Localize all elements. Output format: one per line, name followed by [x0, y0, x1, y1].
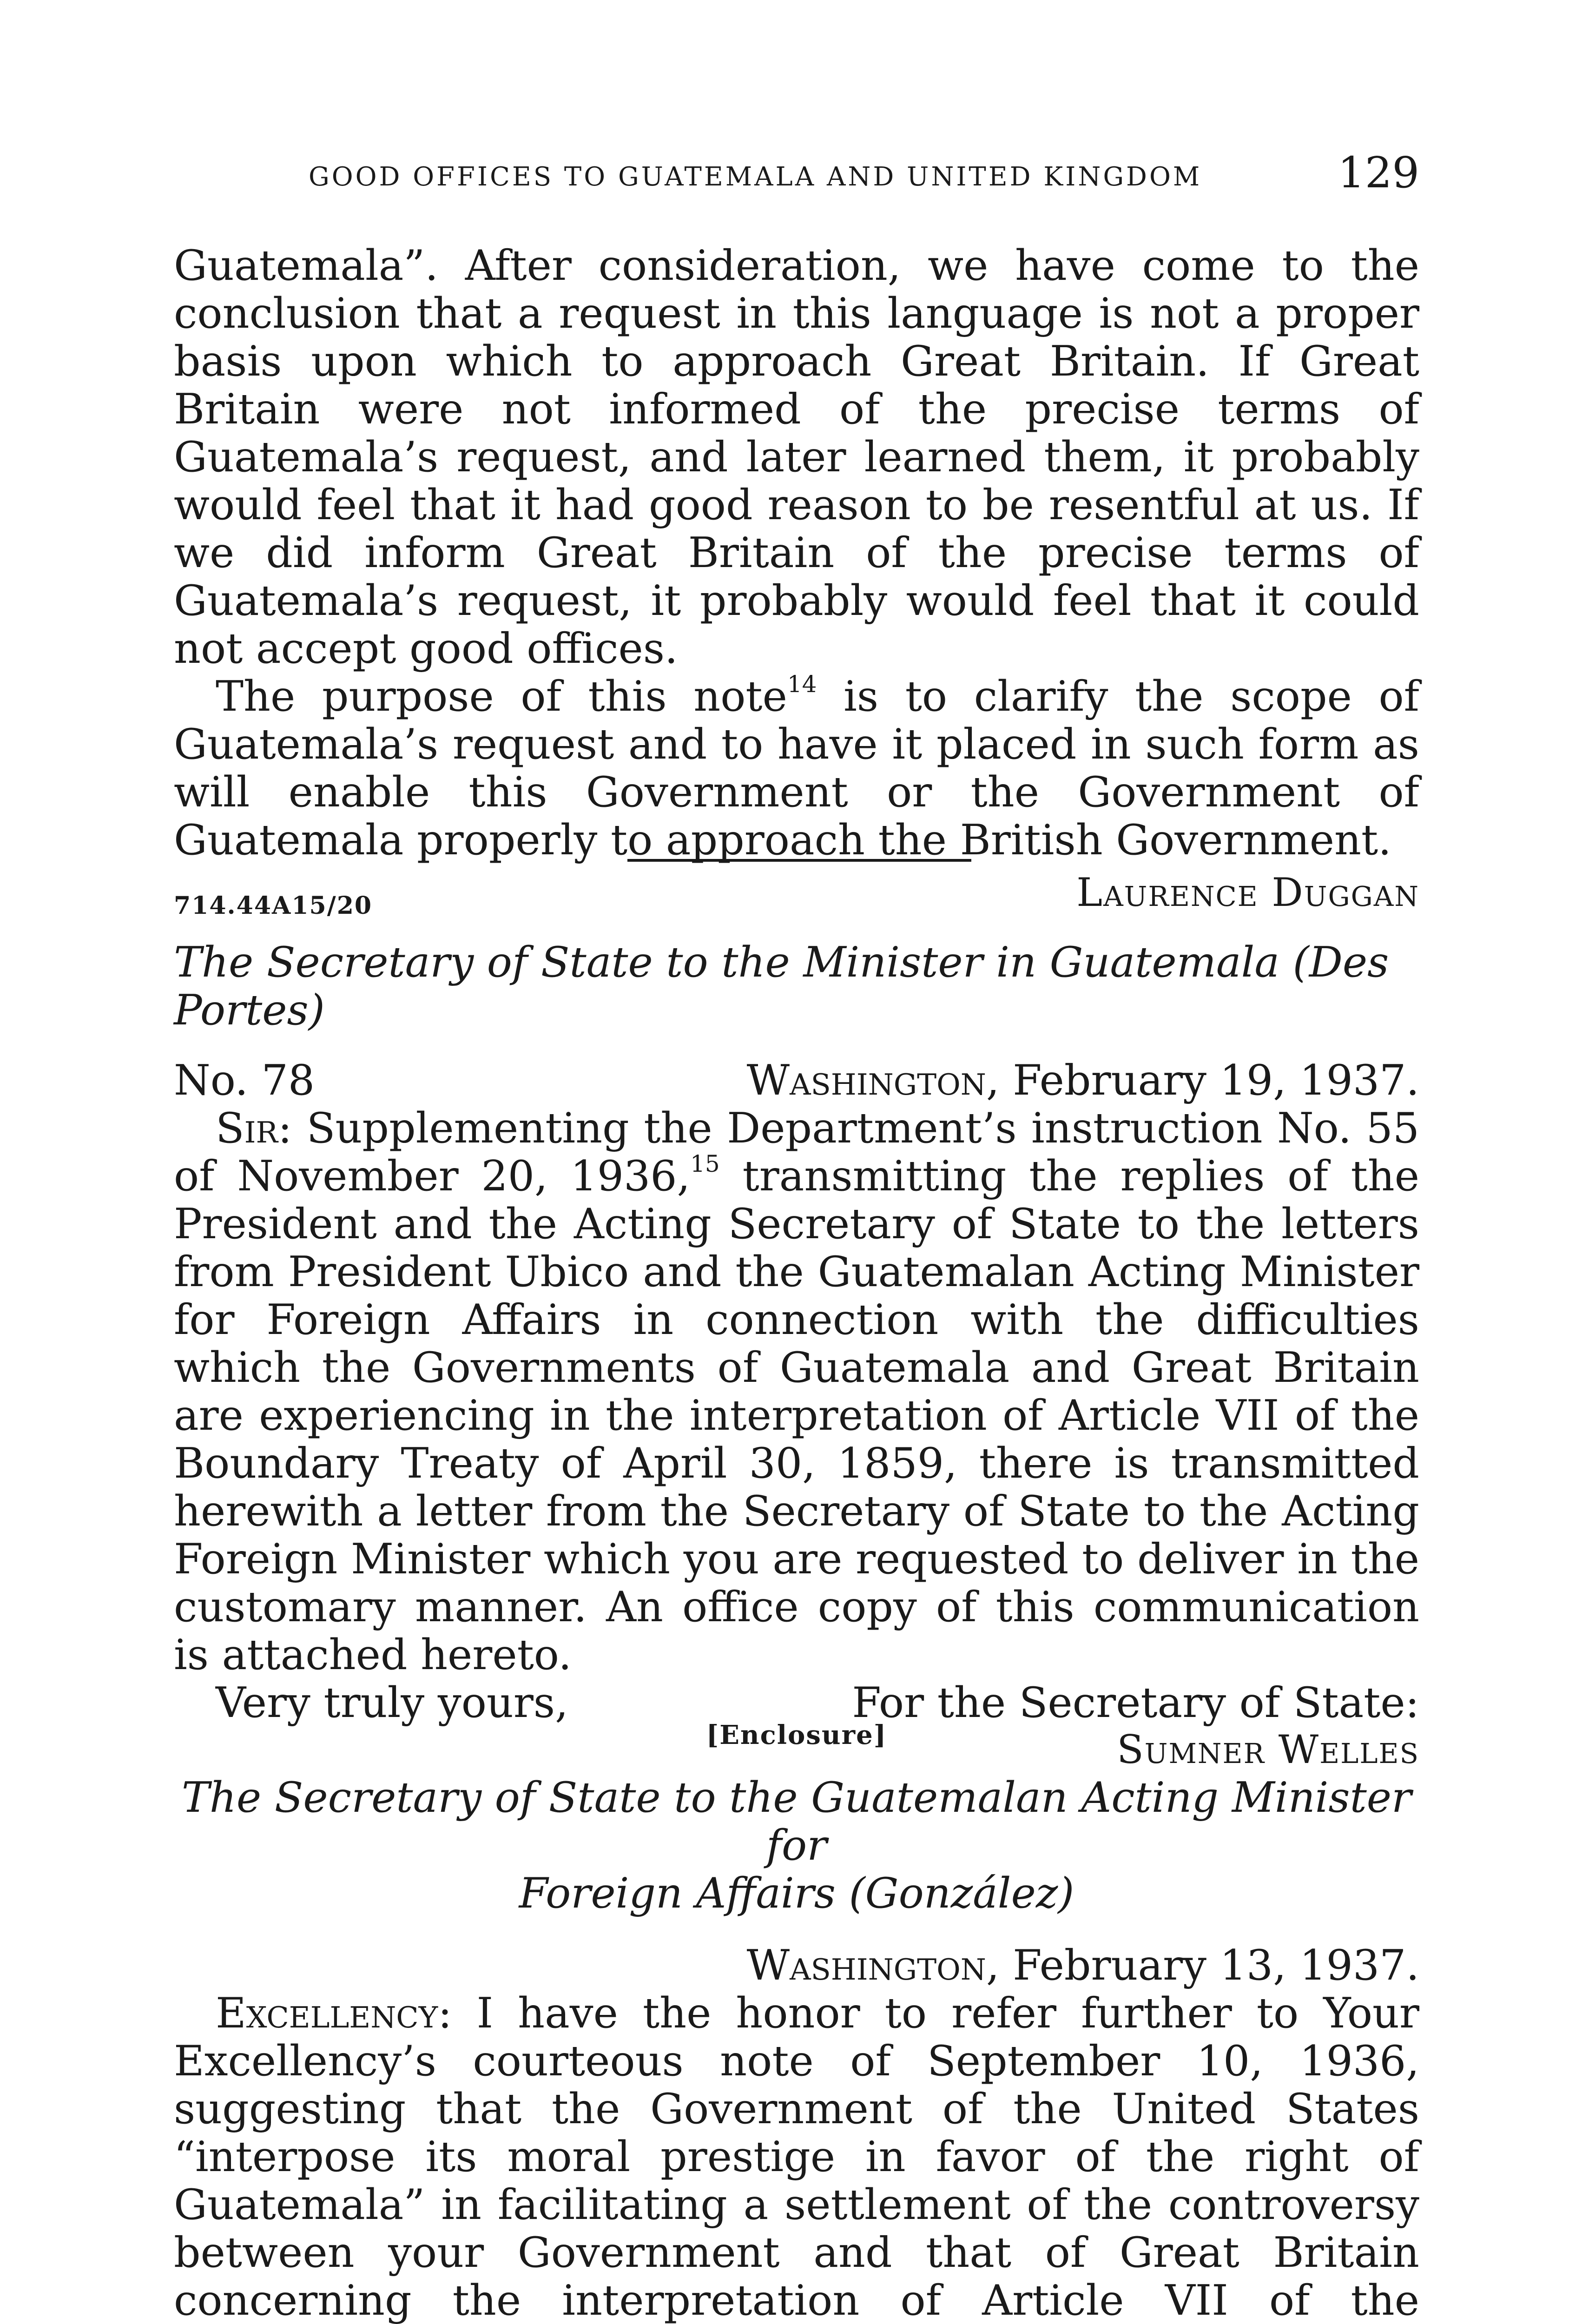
- paragraph-text: : I have the honor to refer further to Your Excellency’s courteous note of September 10, 1936, suggesting that the Government of the United States “interpose its moral prestige in favor of the right of Guatemala” in facilitating a settlement of the controversy between your Government and that of Great Britain concerning the interpretation of Article VII of the: [174, 1989, 1419, 2324]
- salutation: Sir: [216, 1104, 278, 1153]
- file-number: 714.44A15/20: [174, 891, 373, 920]
- page-number: 129: [1338, 148, 1419, 198]
- running-header: [174, 148, 1419, 204]
- footnote-ref: 14: [787, 671, 817, 698]
- memorandum-continuation: [174, 242, 1419, 915]
- enclosure-title: [174, 1774, 1419, 1917]
- dateline-place: Washington: [746, 1056, 986, 1105]
- dateline-date: , February 19, 1937.: [986, 1056, 1419, 1105]
- number-date-line: [174, 1056, 1419, 1104]
- running-title: GOOD OFFICES TO GUATEMALA AND UNITED KINGDOM: [309, 162, 1202, 192]
- paragraph-text: transmitting the replies of the President and the Acting Secretary of State to the letters from President Ubico and the Guatemalan Acting Minister for Foreign Affairs in connection with the difficulties which the Governments of Guatemala and Great Britain are experiencing in the interpretation of Article VII of the Boundary Treaty of April 30, 1859, there is transmitted herewith a letter from the Secretary of State to the Acting Foreign Minister which you are requested to deliver in the customary manner. An office copy of this communication is attached hereto.: [174, 1152, 1419, 1679]
- instruction-number: No. 78: [174, 1056, 315, 1105]
- section-divider: [627, 859, 971, 862]
- footnote-ref: 15: [690, 1150, 720, 1177]
- dateline-place: Washington: [746, 1941, 986, 1990]
- dateline-date: , February 13, 1937.: [986, 1941, 1419, 1990]
- enclosure-label: [Enclosure]: [706, 1720, 887, 1750]
- signature: Sumner Welles: [1117, 1727, 1419, 1772]
- document-title: The Secretary of State to the Minister in Guatemala (Des Portes): [174, 938, 1389, 1035]
- closing: Very truly yours,: [216, 1678, 568, 1727]
- enclosure-title-line: Foreign Affairs (González): [519, 1869, 1074, 1918]
- paragraph: [174, 673, 1419, 864]
- paragraph-text: is to clarify the scope of Guatemala’s request and to have it placed in such form as will enable this Government or the Government of Guatemala properly to approach the British Government.: [174, 672, 1419, 865]
- closing-for: For the Secretary of State:: [852, 1678, 1419, 1727]
- signature: Laurence Duggan: [1076, 870, 1419, 915]
- enclosure-dateline: [174, 1941, 1419, 1989]
- paragraph: [174, 1104, 1419, 1679]
- dateline: [747, 1056, 1419, 1104]
- enclosure-title-line: The Secretary of State to the Guatemalan Acting Minister for: [181, 1773, 1412, 1870]
- enclosure-document: [174, 1720, 1419, 2324]
- salutation: Excellency: [216, 1989, 438, 2038]
- instruction-document: [174, 891, 1419, 1772]
- paragraph: [174, 1989, 1419, 2324]
- paragraph: Guatemala”. After consideration, we have come to the conclusion that a request in this language is not a proper basis upon which to approach Great Britain. If Great Britain were not informed of the precise terms of Guatemala’s request, and later learned them, it probably would feel that it had good reason to be resentful at us. If we did inform Great Britain of the precise terms of Guatemala’s request, it probably would feel that it could not accept good offices.: [174, 241, 1419, 673]
- paragraph-text: The purpose of this note: [216, 672, 787, 721]
- dateline: [747, 1941, 1419, 1989]
- paragraph-text: : Supplementing the Department’s instruction No. 55 of November 20, 1936,: [174, 1104, 1419, 1201]
